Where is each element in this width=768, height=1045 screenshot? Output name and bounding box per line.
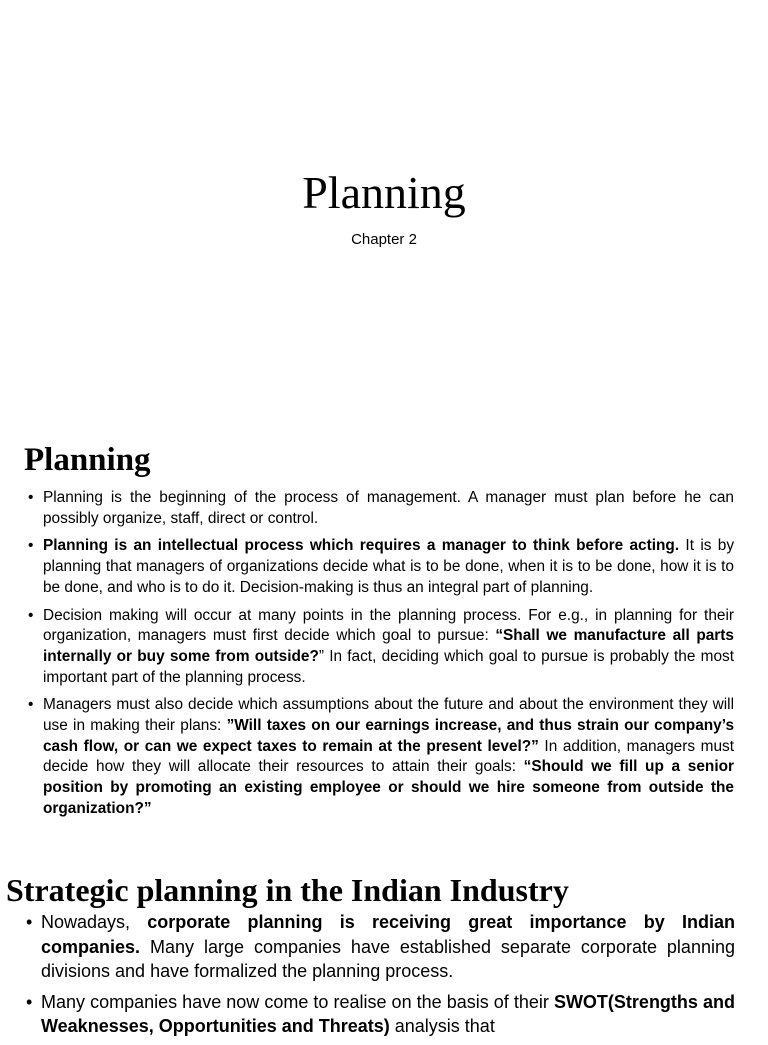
bullet-item <box>28 695 734 819</box>
bullet-text: Nowadays, <box>41 912 148 932</box>
slide-title <box>0 0 768 432</box>
bullet-text-bold: corporate planning is receiving great importance by Indian companies. <box>41 912 735 957</box>
bullet-text: In addition, managers must decide how they will allocate their resources to attain their goals: <box>43 737 734 776</box>
slide-planning-bullets <box>28 488 734 827</box>
slide-title-heading: Planning <box>302 167 466 218</box>
bullet-dot: • <box>28 537 34 555</box>
bullet-text: Planning is the beginning of the process of management. A manager must plan before he can possibly organize, staff, direct or control. <box>43 489 734 527</box>
bullet-dot: • <box>26 912 33 932</box>
slide-planning <box>0 432 768 864</box>
slide-strategic-planning <box>0 864 768 1036</box>
bullet-dot: • <box>26 991 33 1012</box>
bullet-text: Many large companies have established separate corporate planning divisions and have formalized the planning process. <box>41 936 735 981</box>
bullet-item <box>28 536 734 598</box>
bullet-item <box>26 990 735 1039</box>
bullet-text: Managers must also decide which assumptions about the future and about the environment they will use in making their plans: <box>43 696 734 735</box>
bullet-text-bold: Planning is an intellectual process which requires a manager to think before acting. <box>43 537 680 555</box>
bullet-text: analysis that <box>389 1016 495 1036</box>
bullet-text: Many companies have now come to realise on the basis of their <box>41 991 554 1012</box>
bullet-dot: • <box>28 489 34 506</box>
bullet-dot: • <box>28 606 34 624</box>
bullet-text: ” In fact, deciding which goal to pursue is probably the most important part of the planning process. <box>43 647 734 686</box>
bullet-item <box>28 606 734 689</box>
slide-subtitle: Chapter 2 <box>351 231 417 248</box>
bullet-text-bold: “Should we fill up a senior position by promoting an existing employee or should we hire someone from outside the organization?” <box>43 758 734 817</box>
bullet-item <box>28 488 734 529</box>
bullet-text-bold: ”Will taxes on our earnings increase, and thus strain our company’s cash flow, or can we expect taxes to remain at the present level?” <box>43 717 734 755</box>
slide-planning-heading: Planning <box>24 442 151 478</box>
slide-strategic-bullets <box>26 910 735 1045</box>
bullet-text-bold: “Shall we manufacture all parts internally or buy some from outside? <box>43 627 734 665</box>
bullet-item <box>26 910 735 984</box>
bullet-text: It is by planning that managers of organizations decide what is to be done, when it is to be done, how it is to be done, and who is to do it. Decision-making is thus an integral part of planning. <box>43 537 735 596</box>
bullet-text-bold: SWOT(Strengths and Weaknesses, Opportunities and Threats) <box>41 991 735 1036</box>
bullet-text: Decision making will occur at many points in the planning process. For e.g., in planning for their organization, managers must first decide which goal to pursue: <box>43 606 734 645</box>
bullet-dot: • <box>28 696 34 714</box>
slide-strategic-heading: Strategic planning in the Indian Industry <box>6 872 569 908</box>
